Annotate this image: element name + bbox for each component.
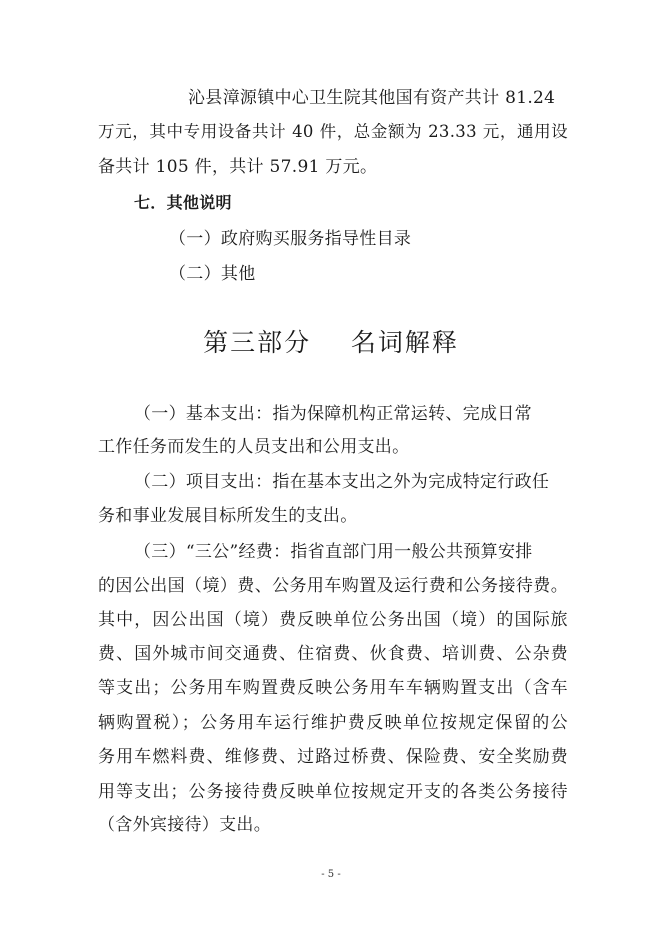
assets-line-1: 沁县漳源镇中心卫生院其他国有资产共计 81.24 [188, 88, 556, 108]
section-seven-heading: 七．其他说明 [134, 193, 232, 212]
definition-3-line-9: （含外宾接待）支出。 [98, 815, 271, 835]
definition-1-line-1: （一）基本支出：指为保障机构正常运转、完成日常 [134, 404, 532, 424]
assets-line-3: 备共计 105 件，共计 57.91 万元。 [98, 157, 378, 177]
definition-3-line-8: 用等支出；公务接待费反映单位按规定开支的各类公务接待 [98, 782, 568, 802]
definition-2-line-2: 务和事业发展目标所发生的支出。 [98, 506, 358, 526]
assets-line-2: 万元，其中专用设备共计 40 件，总金额为 23.33 元，通用设 [98, 122, 568, 141]
part-three-title: 第三部分 名词解释 [203, 328, 459, 357]
page-number: - 5 - [321, 869, 341, 880]
definition-3-line-6: 辆购置税）；公务用车运行维护费反映单位按规定保留的公 [98, 713, 568, 733]
definition-1-line-2: 工作任务而发生的人员支出和公用支出。 [98, 437, 410, 457]
section-seven-item-1: （一）政府购买服务指导性目录 [169, 229, 412, 249]
definition-3-line-5: 等支出；公务用车购置费反映公务用车车辆购置支出（含车 [98, 678, 568, 698]
definition-3-line-2: 的因公出国（境）费、公务用车购置及运行费和公务接待费。 [98, 576, 568, 596]
definition-3-line-4: 费、国外城市间交通费、住宿费、伙食费、培训费、公杂费 [98, 644, 568, 664]
definition-3-line-1: （三）“三公”经费：指省直部门用一般公共预算安排 [134, 542, 533, 562]
definition-3-line-7: 务用车燃料费、维修费、过路过桥费、保险费、安全奖励费 [98, 747, 568, 767]
definition-2-line-1: （二）项目支出：指在基本支出之外为完成特定行政任 [134, 472, 550, 492]
definition-3-line-3: 其中，因公出国（境）费反映单位公务出国（境）的国际旅 [98, 610, 568, 630]
section-seven-item-2: （二）其他 [169, 264, 256, 284]
